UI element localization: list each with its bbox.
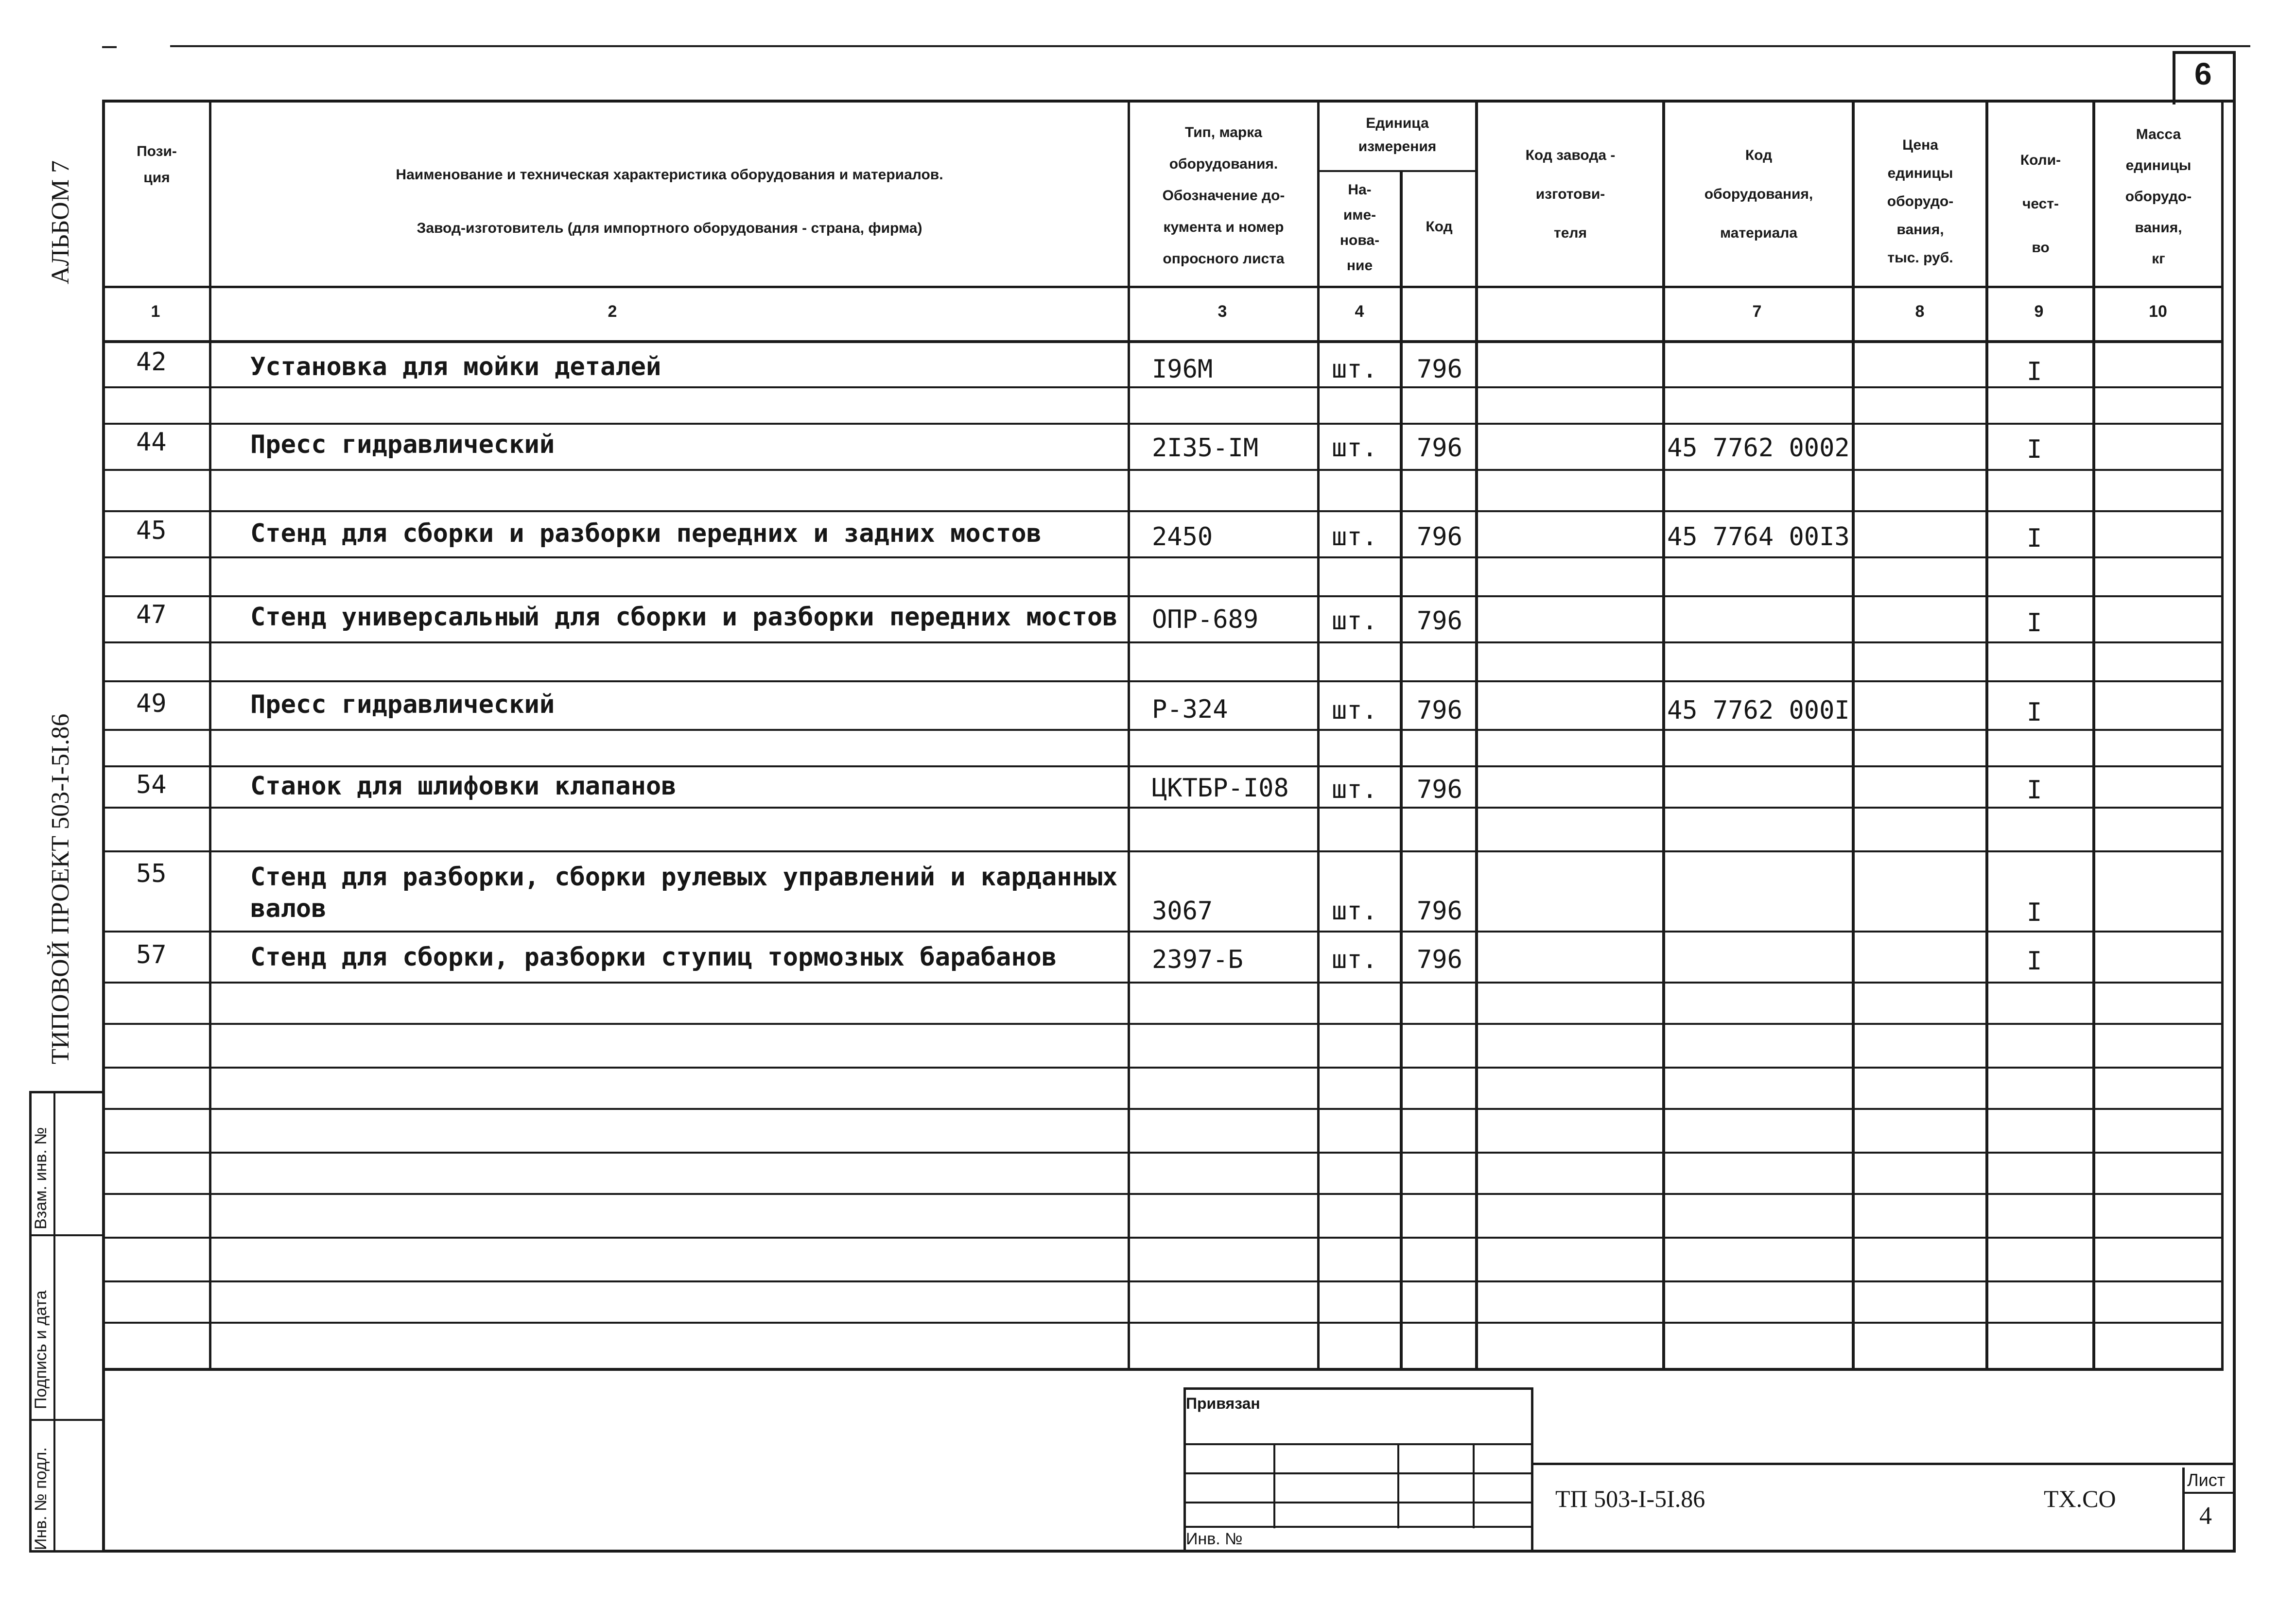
- sheet-number-divider: [2182, 1492, 2236, 1494]
- col-line-4: [1400, 170, 1403, 1370]
- row-57-type: 2397-Б: [1152, 945, 1243, 974]
- header-name: Наименование и техническая характеристика оборудования и материалов. Завод-изготовитель (для импортного оборудования - страна, фирма): [396, 167, 943, 236]
- header-maker-code: Код завода - изготови- теля: [1525, 147, 1616, 241]
- row-47-type: ОПР-689: [1152, 605, 1259, 634]
- row-line: [102, 807, 2224, 809]
- col-line-1: [209, 100, 211, 1370]
- col-number-9: 9: [2034, 302, 2044, 321]
- row-44-equipment-code: 45 7762 0002: [1667, 433, 1850, 463]
- row-42-name: Установка для мойки деталей: [250, 352, 661, 381]
- document-code: ТП 503-I-5I.86: [1555, 1485, 1705, 1512]
- row-line: [102, 1322, 2224, 1324]
- header-unit-name: На- име- нова- ние: [1339, 182, 1380, 274]
- row-55-quantity: I: [2027, 898, 2042, 927]
- sheet-mark: 6: [2194, 56, 2212, 91]
- colnum-bottom-line: [102, 340, 2224, 343]
- row-57-name: Стенд для сборки, разборки ступиц тормозных барабанов: [250, 943, 1057, 972]
- header-unit-code: Код: [1426, 219, 1453, 235]
- row-42-type: I96M: [1152, 355, 1213, 384]
- row-line: [102, 982, 2224, 984]
- stamp-strip-sep-2: [29, 1419, 105, 1421]
- row-57-position: 57: [136, 940, 167, 969]
- row-54-name: Станок для шлифовки клапанов: [250, 772, 677, 801]
- col-line-3: [1317, 100, 1320, 1370]
- row-45-position: 45: [136, 516, 167, 545]
- top-stroke-2: [170, 45, 2250, 47]
- row-47-unit: шт.: [1332, 606, 1377, 636]
- row-line: [102, 1280, 2224, 1282]
- row-49-name: Пресс гидравлический: [250, 690, 555, 719]
- row-line: [102, 765, 2224, 767]
- row-54-unit: шт.: [1332, 775, 1377, 804]
- title-block-top-line: [1531, 1463, 2236, 1465]
- binding-line-2: [1183, 1472, 1533, 1474]
- col-line-7: [1852, 100, 1855, 1370]
- row-line: [102, 595, 2224, 597]
- col-number-3: 3: [1218, 302, 1227, 321]
- row-line: [102, 1237, 2224, 1239]
- row-42-unit-code: 796: [1417, 355, 1462, 384]
- top-stroke-1: [102, 46, 117, 48]
- row-55-unit: шт.: [1332, 897, 1377, 926]
- row-55-name-line-1: Стенд для разборки, сборки рулевых управлений и карданных: [250, 863, 1118, 892]
- sheet-label: Лист: [2187, 1470, 2226, 1490]
- row-line: [102, 1108, 2224, 1110]
- row-44-type: 2I35-IM: [1152, 433, 1259, 463]
- row-49-equipment-code: 45 7762 000I: [1667, 696, 1850, 725]
- header-position: Пози- ция: [137, 143, 177, 186]
- col-number-1: 1: [151, 302, 160, 321]
- binding-line-1: [1183, 1443, 1533, 1445]
- header-mass: Масса единицы оборудо- вания, кг: [2125, 126, 2192, 267]
- row-44-unit: шт.: [1332, 433, 1377, 463]
- row-line: [102, 641, 2224, 643]
- row-45-equipment-code: 45 7764 00I3: [1667, 522, 1850, 552]
- row-line: [102, 729, 2224, 731]
- row-line: [102, 556, 2224, 558]
- stamp-label-signature: Подпись и дата: [32, 1290, 50, 1409]
- header-bottom-line: [102, 286, 2224, 288]
- row-line: [102, 386, 2224, 388]
- stamp-strip-divider: [53, 1091, 55, 1553]
- unit-group-divider: [1317, 170, 1478, 172]
- row-54-type: ЦКТБР-I08: [1152, 774, 1289, 803]
- col-number-7: 7: [1752, 302, 1762, 321]
- row-49-unit-code: 796: [1417, 696, 1462, 725]
- row-line: [102, 680, 2224, 682]
- row-55-name-line-2: валов: [250, 894, 327, 923]
- row-55-position: 55: [136, 859, 167, 888]
- album-label: АЛЬБОМ 7: [47, 160, 74, 284]
- binding-col-3: [1473, 1443, 1475, 1528]
- table-bottom-line: [102, 1368, 2224, 1371]
- row-line: [102, 469, 2224, 471]
- row-line: [102, 1193, 2224, 1195]
- col-line-8: [1985, 100, 1988, 1370]
- row-44-position: 44: [136, 428, 167, 457]
- row-42-unit: шт.: [1332, 355, 1377, 384]
- stamp-strip-sep-1: [29, 1234, 105, 1236]
- binding-col-1: [1273, 1443, 1275, 1528]
- col-line-2: [1128, 100, 1130, 1370]
- row-45-unit: шт.: [1332, 522, 1377, 552]
- row-44-name: Пресс гидравлический: [250, 430, 555, 459]
- row-57-unit: шт.: [1332, 945, 1377, 974]
- row-49-position: 49: [136, 689, 167, 718]
- row-line: [102, 1152, 2224, 1154]
- row-47-unit-code: 796: [1417, 606, 1462, 636]
- row-55-unit-code: 796: [1417, 897, 1462, 926]
- binding-line-4: [1183, 1526, 1533, 1528]
- stamp-label-replace: Взам. инв. №: [32, 1127, 50, 1229]
- inventory-label: Инв. №: [1186, 1530, 1243, 1548]
- binding-col-2: [1397, 1443, 1399, 1528]
- row-45-type: 2450: [1152, 522, 1213, 552]
- col-number-10: 10: [2149, 302, 2167, 321]
- sheet-number: 4: [2199, 1502, 2212, 1530]
- stamp-label-inventory: Инв. № подл.: [32, 1447, 50, 1550]
- col-number-4: 4: [1355, 302, 1364, 321]
- col-line-5: [1475, 100, 1478, 1370]
- row-42-position: 42: [136, 347, 167, 377]
- row-line: [102, 850, 2224, 852]
- row-45-quantity: I: [2027, 524, 2042, 553]
- row-55-type: 3067: [1152, 897, 1213, 926]
- col-line-10: [2221, 100, 2224, 1370]
- header-unit-group: Единица измерения: [1358, 115, 1437, 155]
- row-line: [102, 1067, 2224, 1069]
- row-47-quantity: I: [2027, 608, 2042, 638]
- header-type: Тип, марка оборудования. Обозначение до- кумента и номер опросного листа: [1162, 124, 1285, 267]
- row-49-type: Р-324: [1152, 695, 1228, 724]
- col-line-6: [1662, 100, 1665, 1370]
- row-44-unit-code: 796: [1417, 433, 1462, 463]
- header-quantity: Коли- чест- во: [2020, 152, 2061, 256]
- row-47-name: Стенд универсальный для сборки и разборки передних мостов: [250, 603, 1118, 632]
- col-number-2: 2: [608, 302, 617, 321]
- project-label: ТИПОВОЙ ПРОЕКТ 503-I-5I.86: [47, 713, 74, 1064]
- row-49-quantity: I: [2027, 698, 2042, 727]
- header-equipment-code: Код оборудования, материала: [1704, 147, 1813, 241]
- col-line-9: [2092, 100, 2095, 1370]
- row-57-quantity: I: [2027, 947, 2042, 976]
- row-line: [102, 1023, 2224, 1025]
- row-45-name: Стенд для сборки и разборки передних и задних мостов: [250, 519, 1042, 548]
- row-49-unit: шт.: [1332, 696, 1377, 725]
- row-45-unit-code: 796: [1417, 522, 1462, 552]
- row-line: [102, 931, 2224, 933]
- binding-line-3: [1183, 1502, 1533, 1503]
- row-line: [102, 510, 2224, 512]
- row-54-unit-code: 796: [1417, 775, 1462, 804]
- row-57-unit-code: 796: [1417, 945, 1462, 974]
- header-price: Цена единицы оборудо- вания, тыс. руб.: [1887, 137, 1954, 266]
- row-54-quantity: I: [2027, 776, 2042, 805]
- row-42-quantity: I: [2027, 357, 2042, 386]
- row-47-position: 47: [136, 600, 167, 629]
- document-section: ТХ.СО: [2044, 1485, 2116, 1512]
- row-54-position: 54: [136, 770, 167, 799]
- binding-label: Привязан: [1186, 1395, 1260, 1412]
- row-line: [102, 423, 2224, 425]
- col-number-8: 8: [1915, 302, 1925, 321]
- row-44-quantity: I: [2027, 435, 2042, 464]
